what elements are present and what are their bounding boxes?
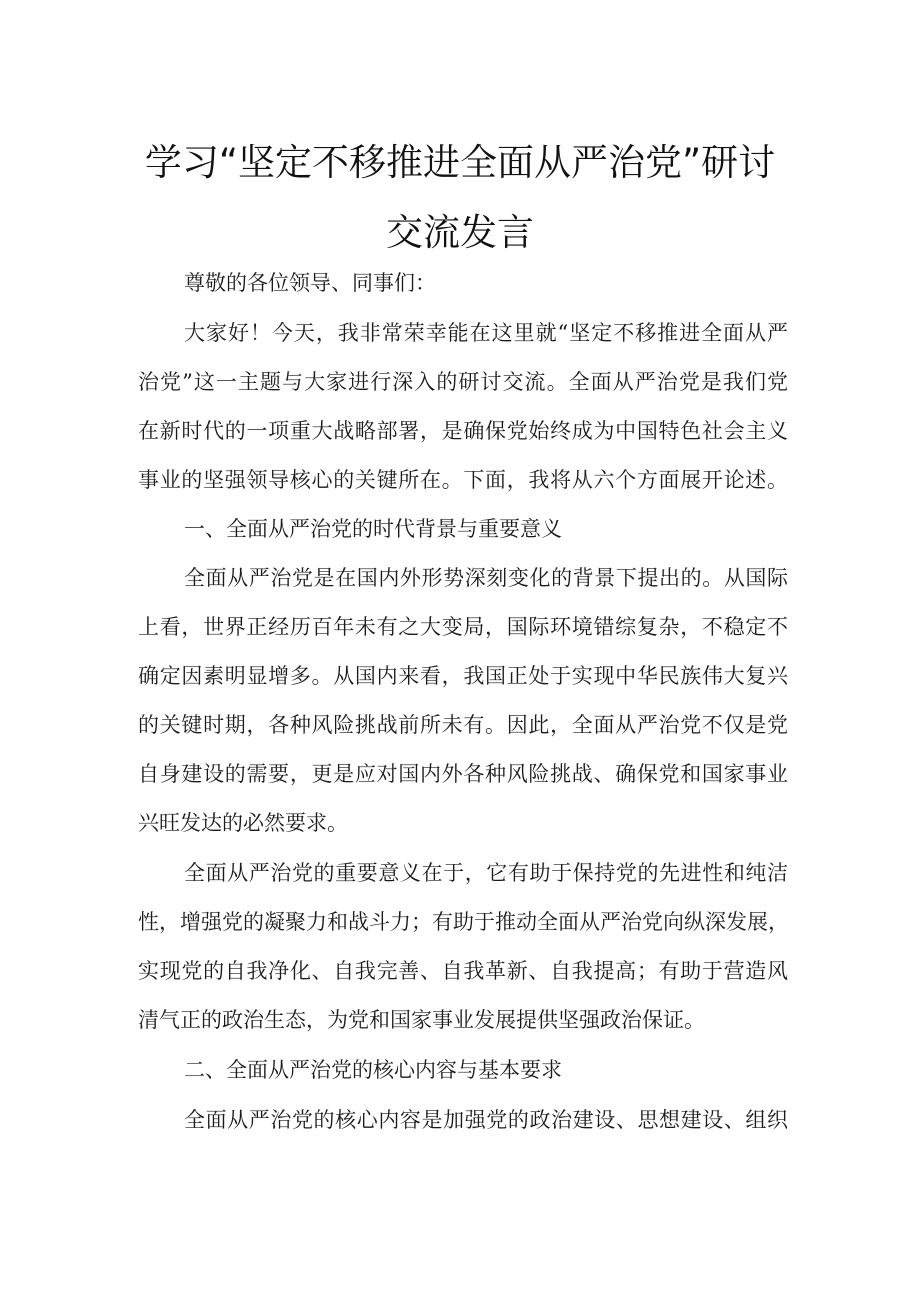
paragraph-line: 实现党的自我净化、自我完善、自我革新、自我提高；有助于营造风 — [138, 959, 788, 983]
paragraph-line: 清气正的政治生态，为党和国家事业发展提供坚强政治保证。 — [138, 1008, 705, 1032]
paragraph-line: 治党”这一主题与大家进行深入的研讨交流。全面从严治党是我们党 — [138, 370, 788, 394]
paragraph-line: 在新时代的一项重大战略部署，是确保党始终成为中国特色社会主义 — [138, 419, 788, 443]
paragraph-line: 全面从严治党的重要意义在于，它有助于保持党的先进性和纯洁 — [184, 861, 788, 885]
paragraph-line: 事业的坚强领导核心的关键所在。下面，我将从六个方面展开论述。 — [138, 468, 788, 492]
salutation: 尊敬的各位领导、同事们： — [184, 271, 436, 295]
paragraph-line: 性，增强党的凝聚力和战斗力；有助于推动全面从严治党向纵深发展， — [138, 910, 789, 934]
paragraph-line: 全面从严治党是在国内外形势深刻变化的背景下提出的。从国际 — [184, 566, 788, 590]
paragraph-line: 全面从严治党的核心内容是加强党的政治建设、思想建设、组织 — [184, 1108, 788, 1132]
paragraph-line: 大家好！今天，我非常荣幸能在这里就“坚定不移推进全面从严 — [184, 321, 788, 345]
document-title-line-1: 学习“坚定不移推进全面从严治党”研讨 — [144, 141, 776, 184]
section-heading-2: 二、全面从严治党的核心内容与基本要求 — [184, 1058, 562, 1082]
section-heading-1: 一、全面从严治党的时代背景与重要意义 — [184, 517, 562, 541]
paragraph-line: 自身建设的需要，更是应对国内外各种风险挑战、确保党和国家事业 — [138, 762, 788, 786]
paragraph-line: 的关键时期，各种风险挑战前所未有。因此，全面从严治党不仅是党 — [138, 713, 788, 737]
paragraph-line: 上看，世界正经历百年未有之大变局，国际环境错综复杂，不稳定不 — [138, 615, 788, 639]
document-title-line-2: 交流发言 — [386, 211, 534, 254]
paragraph-line: 兴旺发达的必然要求。 — [138, 811, 348, 835]
paragraph-line: 确定因素明显增多。从国内来看，我国正处于实现中华民族伟大复兴 — [138, 664, 788, 688]
